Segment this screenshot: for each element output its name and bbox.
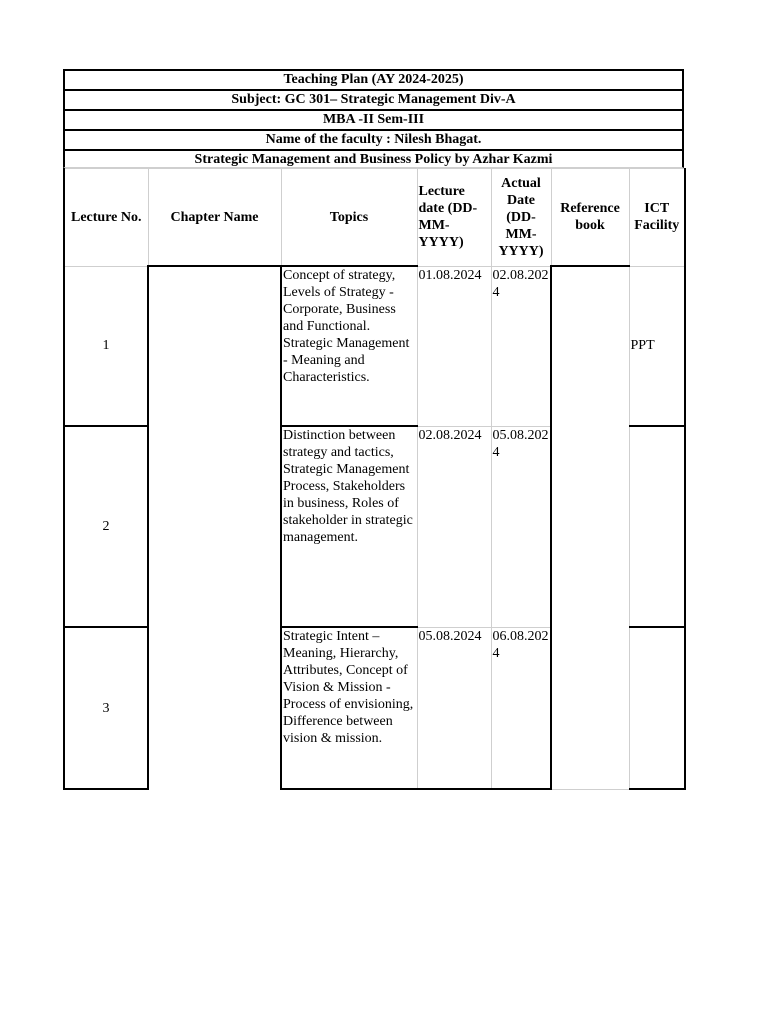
subject-line: Subject: GC 301– Strategic Management Div-A xyxy=(63,89,684,109)
lecture-no-cell: 1 xyxy=(64,266,148,426)
ict-facility-cell: PPT xyxy=(629,266,685,426)
lecture-date-cell: 05.08.2024 xyxy=(417,627,491,789)
table-header-row xyxy=(64,169,685,267)
ict-facility-cell xyxy=(629,426,685,627)
col-header-topics: Topics xyxy=(281,169,417,267)
col-header-lecture-no: Lecture No. xyxy=(64,169,148,267)
lecture-no-cell: 3 xyxy=(64,627,148,789)
table-row xyxy=(64,266,685,426)
chapter-name-cell xyxy=(148,266,281,789)
topics-cell: Concept of strategy, Levels of Strategy - Corporate, Business and Functional. Strategic Management - Meaning and Characteristics. xyxy=(281,266,417,426)
col-header-ict-facility: ICT Facility xyxy=(629,169,685,267)
col-header-chapter-name: Chapter Name xyxy=(148,169,281,267)
textbook-line: Strategic Management and Business Policy by Azhar Kazmi xyxy=(63,149,684,168)
lecture-table xyxy=(63,168,686,790)
col-header-actual-date: Actual Date (DD-MM-YYYY) xyxy=(491,169,551,267)
lecture-date-cell: 01.08.2024 xyxy=(417,266,491,426)
lecture-no-cell: 2 xyxy=(64,426,148,627)
ict-facility-cell xyxy=(629,627,685,789)
topics-cell: Distinction between strategy and tactics, Strategic Management Process, Stakeholders in business, Roles of stakeholder in strategic management. xyxy=(281,426,417,627)
program-line: MBA -II Sem-III xyxy=(63,109,684,129)
actual-date-cell: 05.08.2024 xyxy=(491,426,551,627)
plan-title: Teaching Plan (AY 2024-2025) xyxy=(63,69,684,89)
actual-date-cell: 02.08.2024 xyxy=(491,266,551,426)
teaching-plan-sheet xyxy=(63,69,684,790)
topics-cell: Strategic Intent – Meaning, Hierarchy, Attributes, Concept of Vision & Mission - Process of envisioning, Difference between vision & mission. xyxy=(281,627,417,789)
faculty-line: Name of the faculty : Nilesh Bhagat. xyxy=(63,129,684,149)
col-header-lecture-date: Lecture date (DD-MM-YYYY) xyxy=(417,169,491,267)
lecture-date-cell: 02.08.2024 xyxy=(417,426,491,627)
actual-date-cell: 06.08.2024 xyxy=(491,627,551,789)
reference-book-cell xyxy=(551,266,629,789)
col-header-reference-book: Reference book xyxy=(551,169,629,267)
